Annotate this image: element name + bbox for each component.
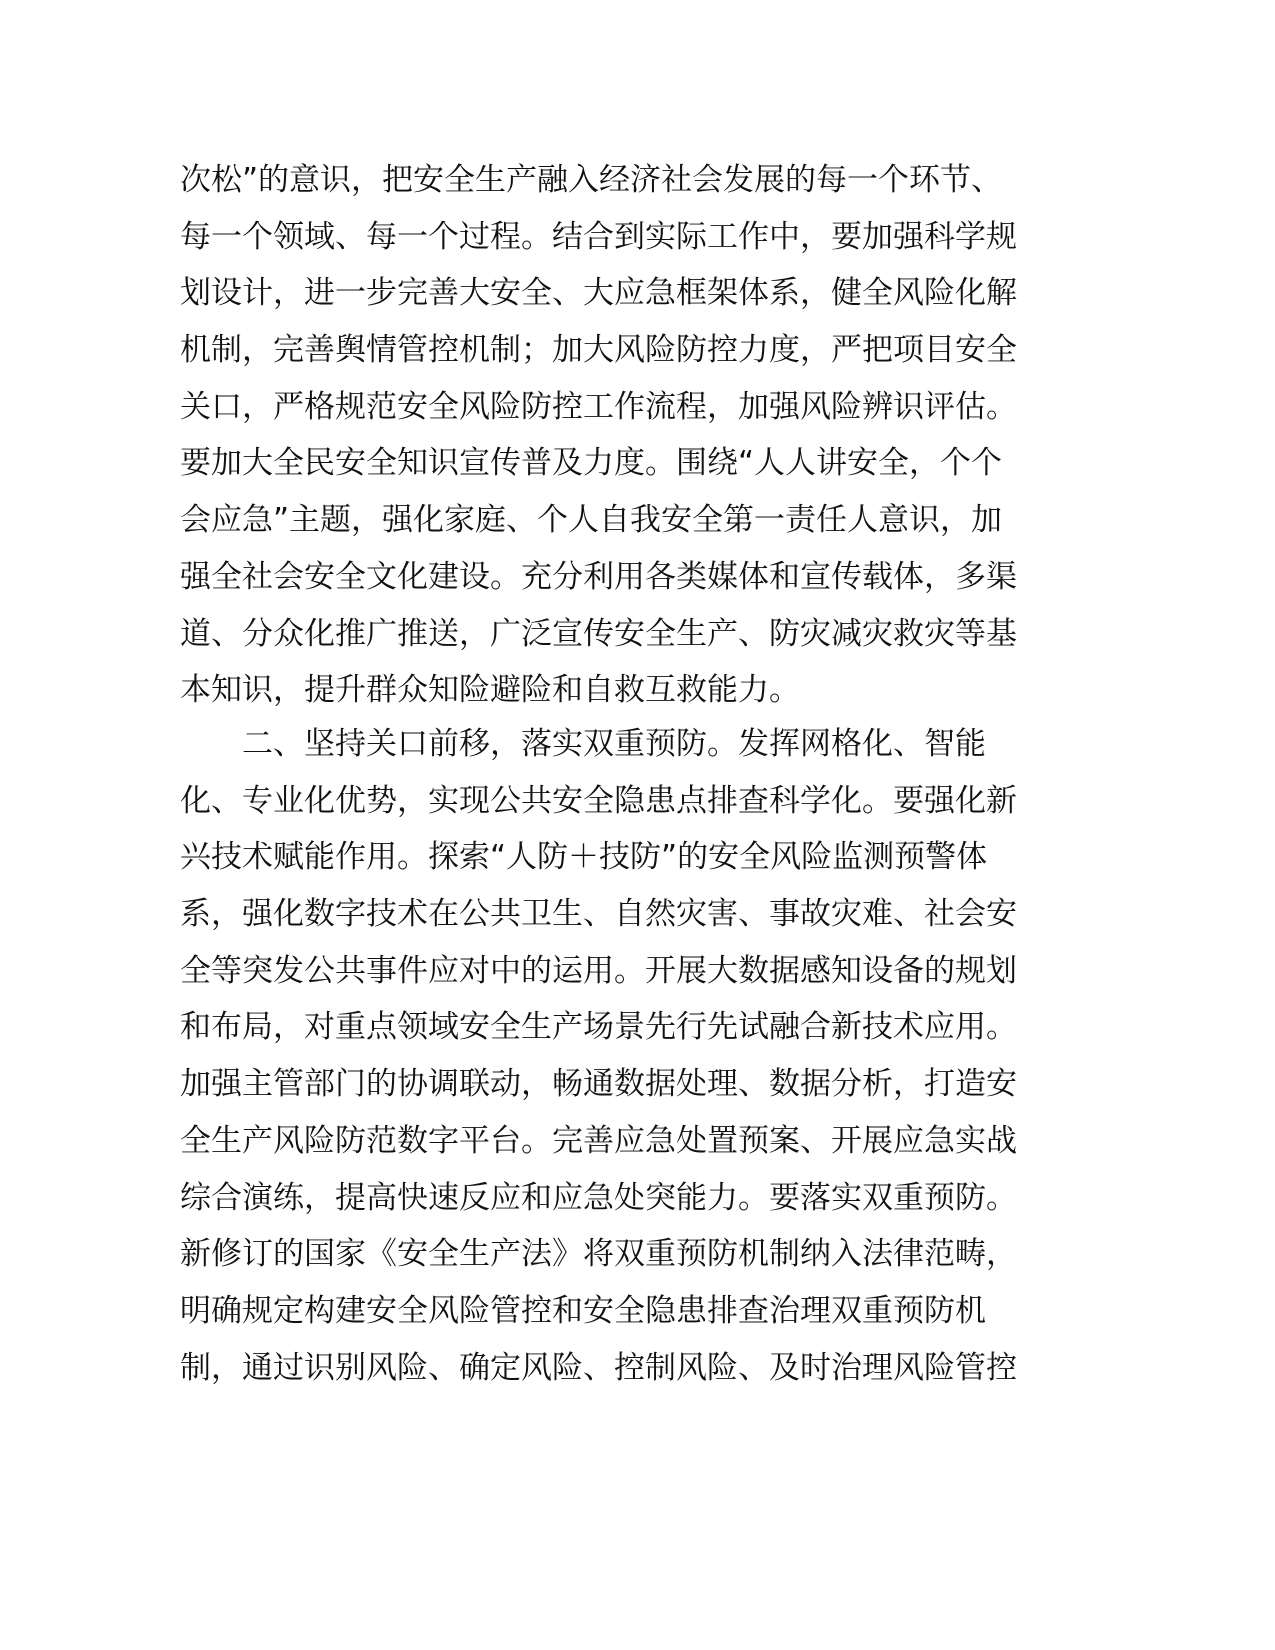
text-line: 关口，严格规范安全风险防控工作流程，加强风险辨识评估。: [180, 388, 1017, 425]
text-line: 强全社会安全文化建设。充分利用各类媒体和宣传载体，多渠: [180, 558, 1017, 595]
text-line: 道、分众化推广推送，广泛宣传安全生产、防灾减灾救灾等基: [180, 615, 1017, 652]
text-line: 机制，完善舆情管控机制；加大风险防控力度，严把项目安全: [180, 332, 1017, 369]
text-line: 全等突发公共事件应对中的运用。开展大数据感知设备的规划: [180, 952, 1017, 989]
text-line: 系，强化数字技术在公共卫生、自然灾害、事故灾难、社会安: [180, 896, 1017, 933]
text-line: 每一个领域、每一个过程。结合到实际工作中，要加强科学规: [180, 218, 1017, 255]
text-line: 新修订的国家《安全生产法》将双重预防机制纳入法律范畴，: [180, 1236, 1017, 1273]
text-line: 本知识，提升群众知险避险和自救互救能力。: [180, 672, 800, 709]
text-line: 综合演练，提高快速反应和应急处突能力。要落实双重预防。: [180, 1179, 1017, 1216]
section-heading-line: 二、坚持关口前移，落实双重预防。发挥网格化、智能: [180, 726, 986, 762]
text-line: 划设计，进一步完善大安全、大应急框架体系，健全风险化解: [180, 275, 1017, 312]
text-line: 要加大全民安全知识宣传普及力度。围绕“人人讲安全，个个: [180, 445, 1003, 482]
text-line: 全生产风险防范数字平台。完善应急处置预案、开展应急实战: [180, 1122, 1017, 1159]
text-line: 制，通过识别风险、确定风险、控制风险、及时治理风险管控: [180, 1349, 1017, 1386]
section-two-paragraph: [180, 716, 1040, 1396]
text-line: 会应急”主题，强化家庭、个人自我安全第一责任人意识，加: [180, 502, 1003, 539]
text-line: 加强主管部门的协调联动，畅通数据处理、数据分析，打造安: [180, 1066, 1017, 1103]
text-line: 明确规定构建安全风险管控和安全隐患排查治理双重预防机: [180, 1292, 986, 1329]
text-line: 和布局，对重点领域安全生产场景先行先试融合新技术应用。: [180, 1009, 1017, 1046]
text-line: 兴技术赋能作用。探索“人防＋技防”的安全风险监测预警体: [180, 839, 988, 876]
text-line: 化、专业化优势，实现公共安全隐患点排查科学化。要强化新: [180, 782, 1017, 819]
text-line: 次松”的意识，把安全生产融入经济社会发展的每一个环节、: [180, 162, 1003, 198]
paragraph-continuation: [180, 152, 1040, 719]
